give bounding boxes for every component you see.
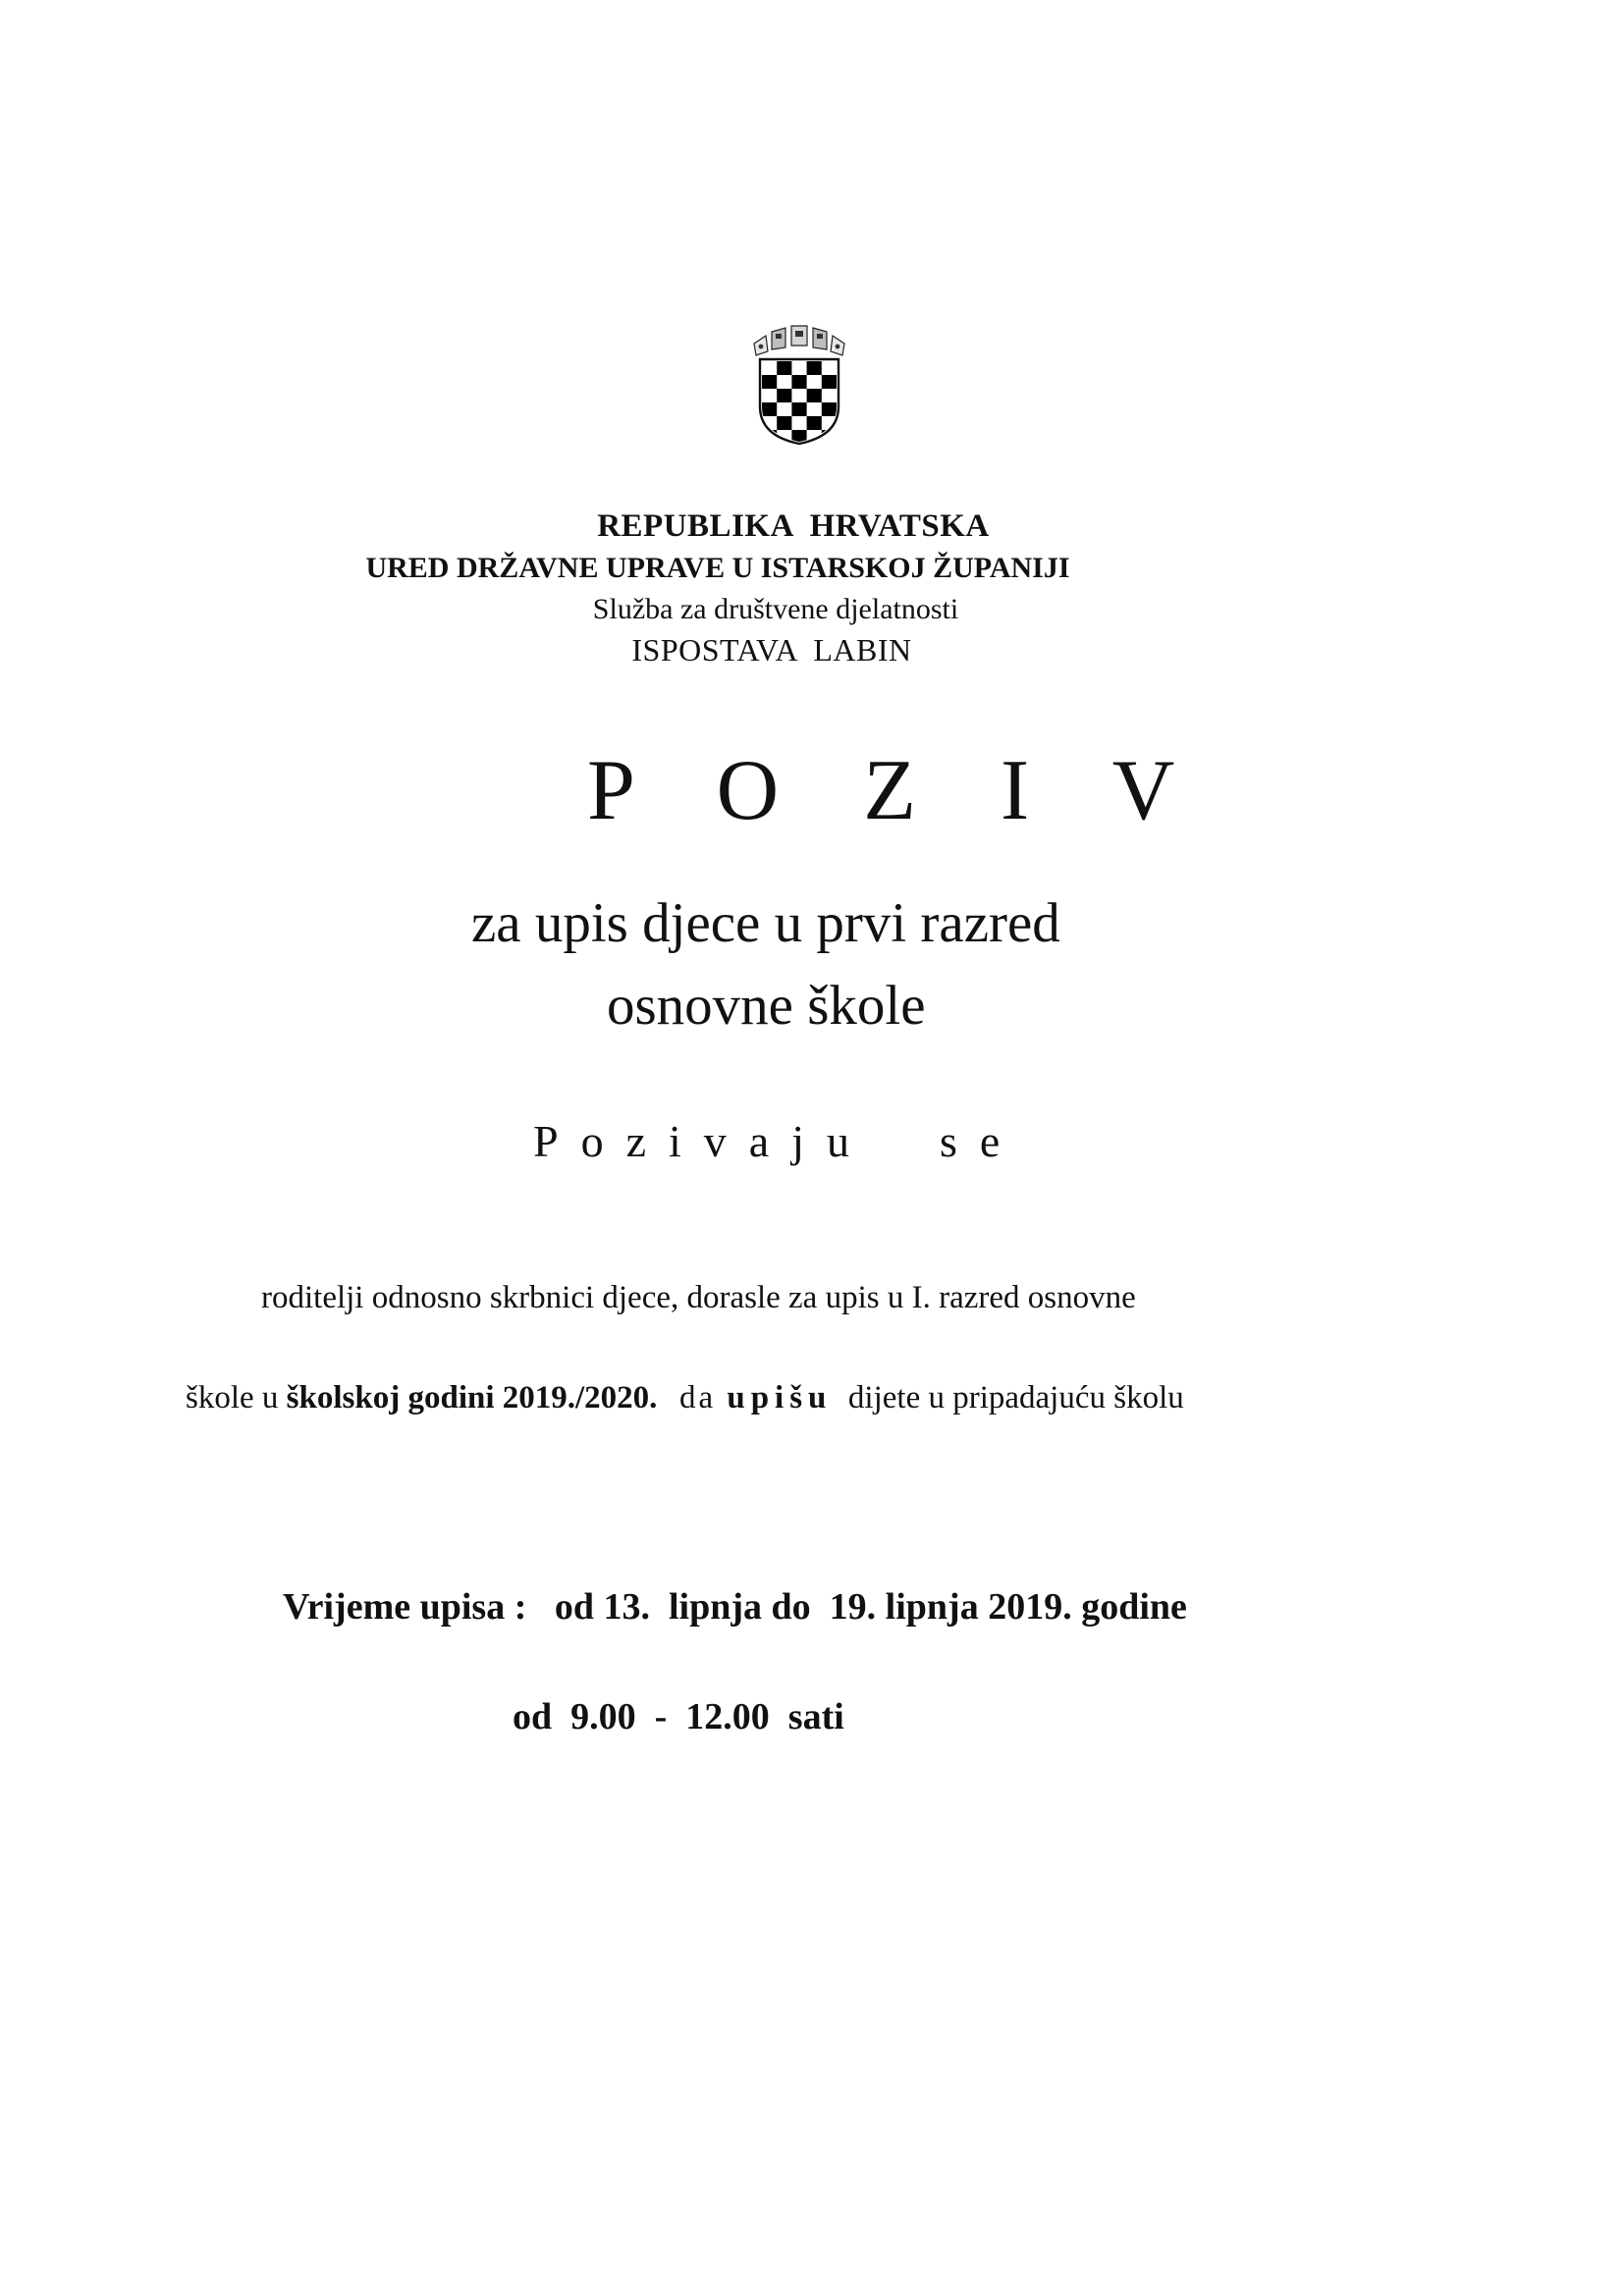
subtitle-line-1: za upis djece u prvi razred xyxy=(471,892,1060,954)
school-year-text: školskoj godini 2019./2020. xyxy=(286,1380,658,1415)
checker-square xyxy=(791,402,806,416)
body-line-2-start: škole u xyxy=(186,1380,287,1415)
checker-square xyxy=(822,375,837,389)
header-service: Služba za društvene djelatnosti xyxy=(592,593,959,625)
checker-square xyxy=(807,389,822,402)
checker-square xyxy=(791,375,806,389)
header-branch: ISPOSTAVA LABIN xyxy=(631,632,912,667)
checker-square xyxy=(777,389,791,402)
body-line-2-da: da xyxy=(657,1380,728,1415)
checker-square xyxy=(762,402,777,416)
checker-square xyxy=(777,361,791,375)
enroll-emphasis: upišu xyxy=(727,1380,833,1415)
checker-square xyxy=(777,416,791,430)
checker-square xyxy=(822,402,837,416)
document-title: P O Z I V xyxy=(587,743,1207,838)
subtitle-line-2: osnovne škole xyxy=(607,975,926,1037)
body-line-2-end: dijete u pripadajuću školu xyxy=(832,1380,1184,1415)
checker-square xyxy=(807,416,822,430)
checker-square xyxy=(762,375,777,389)
coat-of-arms-emblem xyxy=(748,322,850,446)
enrollment-hours: od 9.00 - 12.00 sati xyxy=(513,1696,844,1737)
body-line-2 xyxy=(186,1382,1184,1415)
header-office: URED DRŽAVNE UPRAVE U ISTARSKOJ ŽUPANIJI xyxy=(365,552,1070,584)
header-republic: REPUBLIKA HRVATSKA xyxy=(597,508,990,544)
invite-heading: Pozivaju se xyxy=(533,1116,1023,1166)
checker-square xyxy=(807,361,822,375)
enrollment-dates: Vrijeme upisa : od 13. lipnja do 19. lipnja 2019. godine xyxy=(283,1586,1187,1628)
body-line-1: roditelji odnosno skrbnici djece, dorasle za upis u I. razred osnovne xyxy=(261,1280,1136,1315)
